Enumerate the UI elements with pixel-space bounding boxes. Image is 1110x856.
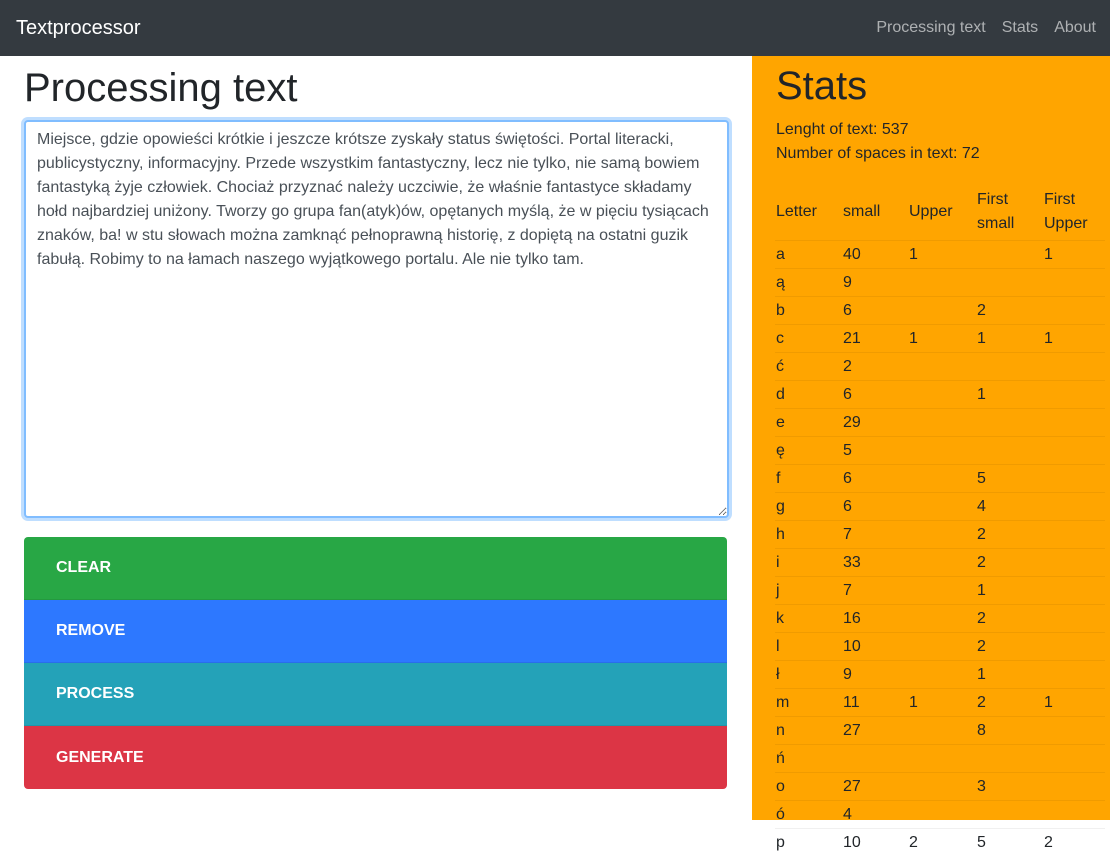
- brand-logo[interactable]: Textprocessor: [16, 17, 141, 40]
- table-cell: [1043, 353, 1105, 381]
- table-cell: [908, 521, 976, 549]
- table-cell: 6: [842, 381, 908, 409]
- process-button[interactable]: PROCESS: [24, 663, 727, 726]
- clear-button[interactable]: CLEAR: [24, 537, 727, 600]
- table-cell: 11: [842, 689, 908, 717]
- table-cell: [1043, 773, 1105, 801]
- table-body: [775, 241, 1105, 856]
- table-cell: [1043, 633, 1105, 661]
- table-cell: [908, 801, 976, 829]
- processing-panel: [0, 56, 752, 820]
- action-buttons: [24, 537, 727, 789]
- table-cell: 9: [842, 661, 908, 689]
- table-cell: [1043, 437, 1105, 465]
- table-cell: j: [775, 577, 842, 605]
- table-cell: 1: [908, 689, 976, 717]
- table-cell: [908, 465, 976, 493]
- nav-links: [868, 19, 1104, 37]
- table-row: [775, 325, 1105, 353]
- table-cell: b: [775, 297, 842, 325]
- table-cell: ó: [775, 801, 842, 829]
- table-cell: 6: [842, 297, 908, 325]
- table-cell: 9: [842, 269, 908, 297]
- table-cell: 16: [842, 605, 908, 633]
- table-cell: ą: [775, 269, 842, 297]
- table-row: [775, 605, 1105, 633]
- table-row: [775, 409, 1105, 437]
- table-cell: [908, 549, 976, 577]
- table-cell: [908, 269, 976, 297]
- table-cell: 4: [842, 801, 908, 829]
- table-cell: 2: [976, 521, 1043, 549]
- table-row: [775, 577, 1105, 605]
- table-cell: o: [775, 773, 842, 801]
- table-cell: ć: [775, 353, 842, 381]
- table-cell: 2: [976, 549, 1043, 577]
- table-row: [775, 297, 1105, 325]
- table-cell: [908, 493, 976, 521]
- table-cell: [976, 241, 1043, 269]
- table-cell: k: [775, 605, 842, 633]
- table-cell: 1: [1043, 241, 1105, 269]
- table-cell: 5: [976, 465, 1043, 493]
- table-cell: 7: [842, 521, 908, 549]
- table-cell: [908, 297, 976, 325]
- table-cell: [1043, 577, 1105, 605]
- table-cell: m: [775, 689, 842, 717]
- table-row: [775, 689, 1105, 717]
- table-cell: [908, 745, 976, 773]
- stats-title: Stats: [776, 64, 1086, 108]
- table-cell: [908, 409, 976, 437]
- table-cell: 6: [842, 465, 908, 493]
- table-cell: 5: [842, 437, 908, 465]
- table-cell: [842, 745, 908, 773]
- table-row: [775, 745, 1105, 773]
- table-cell: 33: [842, 549, 908, 577]
- table-cell: [976, 409, 1043, 437]
- table-cell: g: [775, 493, 842, 521]
- table-cell: e: [775, 409, 842, 437]
- table-cell: [1043, 297, 1105, 325]
- table-cell: 7: [842, 577, 908, 605]
- table-cell: [1043, 717, 1105, 745]
- table-cell: [1043, 801, 1105, 829]
- table-cell: n: [775, 717, 842, 745]
- table-cell: [1043, 465, 1105, 493]
- table-cell: [1043, 661, 1105, 689]
- table-cell: 1: [1043, 689, 1105, 717]
- table-cell: ę: [775, 437, 842, 465]
- nav-link-stats[interactable]: Stats: [994, 19, 1046, 37]
- table-cell: [1043, 605, 1105, 633]
- table-row: [775, 381, 1105, 409]
- top-navbar: [0, 0, 1110, 56]
- table-row: [775, 633, 1105, 661]
- header-letter: Letter: [775, 188, 842, 241]
- table-row: [775, 661, 1105, 689]
- table-cell: [1043, 521, 1105, 549]
- page-title: Processing text: [24, 64, 728, 112]
- header-small: small: [842, 188, 908, 241]
- table-cell: 29: [842, 409, 908, 437]
- table-cell: c: [775, 325, 842, 353]
- table-cell: [1043, 493, 1105, 521]
- table-cell: 3: [976, 773, 1043, 801]
- table-cell: 27: [842, 717, 908, 745]
- nav-link-processing-text[interactable]: Processing text: [868, 19, 993, 37]
- table-cell: 2: [976, 689, 1043, 717]
- table-cell: [908, 437, 976, 465]
- table-cell: 21: [842, 325, 908, 353]
- table-cell: [908, 661, 976, 689]
- table-cell: f: [775, 465, 842, 493]
- table-row: [775, 437, 1105, 465]
- table-row: [775, 241, 1105, 269]
- table-cell: 1: [908, 325, 976, 353]
- space-count: Number of spaces in text: 72: [776, 142, 1086, 166]
- table-cell: 10: [842, 829, 908, 856]
- table-cell: [976, 745, 1043, 773]
- table-cell: ł: [775, 661, 842, 689]
- table-cell: [976, 801, 1043, 829]
- table-cell: 5: [976, 829, 1043, 856]
- table-cell: h: [775, 521, 842, 549]
- table-cell: 2: [842, 353, 908, 381]
- table-cell: [1043, 745, 1105, 773]
- table-cell: 6: [842, 493, 908, 521]
- letter-stats-table: [775, 188, 1105, 856]
- table-header-row: [775, 188, 1105, 241]
- nav-link-about[interactable]: About: [1046, 19, 1104, 37]
- table-cell: [976, 353, 1043, 381]
- remove-button[interactable]: REMOVE: [24, 600, 727, 663]
- generate-button[interactable]: GENERATE: [24, 726, 727, 789]
- header-first-upper: First Upper: [1043, 188, 1105, 241]
- table-cell: 40: [842, 241, 908, 269]
- table-cell: 2: [1043, 829, 1105, 856]
- table-cell: 1: [908, 241, 976, 269]
- table-cell: [1043, 409, 1105, 437]
- table-cell: [908, 633, 976, 661]
- table-cell: [976, 437, 1043, 465]
- table-cell: 2: [976, 297, 1043, 325]
- table-cell: 1: [976, 577, 1043, 605]
- table-cell: 2: [976, 605, 1043, 633]
- table-cell: [908, 717, 976, 745]
- table-cell: [908, 381, 976, 409]
- table-cell: [1043, 269, 1105, 297]
- table-cell: [976, 269, 1043, 297]
- table-row: [775, 269, 1105, 297]
- content-wrapper: [0, 56, 1110, 820]
- table-cell: i: [775, 549, 842, 577]
- table-cell: 4: [976, 493, 1043, 521]
- table-cell: d: [775, 381, 842, 409]
- table-row: [775, 521, 1105, 549]
- header-upper: Upper: [908, 188, 976, 241]
- table-cell: 1: [1043, 325, 1105, 353]
- table-cell: [1043, 549, 1105, 577]
- table-row: [775, 549, 1105, 577]
- table-cell: [908, 773, 976, 801]
- table-row: [775, 353, 1105, 381]
- header-first-small: First small: [976, 188, 1043, 241]
- stats-panel: [752, 56, 1110, 820]
- table-cell: 1: [976, 381, 1043, 409]
- table-row: [775, 717, 1105, 745]
- table-cell: ń: [775, 745, 842, 773]
- table-cell: 8: [976, 717, 1043, 745]
- table-cell: [908, 577, 976, 605]
- table-row: [775, 801, 1105, 829]
- table-cell: 1: [976, 325, 1043, 353]
- table-cell: 27: [842, 773, 908, 801]
- table-row: [775, 465, 1105, 493]
- table-cell: 10: [842, 633, 908, 661]
- table-cell: p: [775, 829, 842, 856]
- text-input-area[interactable]: [24, 120, 729, 518]
- text-length: Lenght of text: 537: [776, 118, 1086, 142]
- table-cell: 2: [976, 633, 1043, 661]
- table-row: [775, 773, 1105, 801]
- table-cell: l: [775, 633, 842, 661]
- table-cell: 2: [908, 829, 976, 856]
- table-cell: [908, 353, 976, 381]
- table-row: [775, 493, 1105, 521]
- table-row: [775, 829, 1105, 856]
- table-cell: [908, 605, 976, 633]
- table-cell: 1: [976, 661, 1043, 689]
- table-cell: a: [775, 241, 842, 269]
- table-cell: [1043, 381, 1105, 409]
